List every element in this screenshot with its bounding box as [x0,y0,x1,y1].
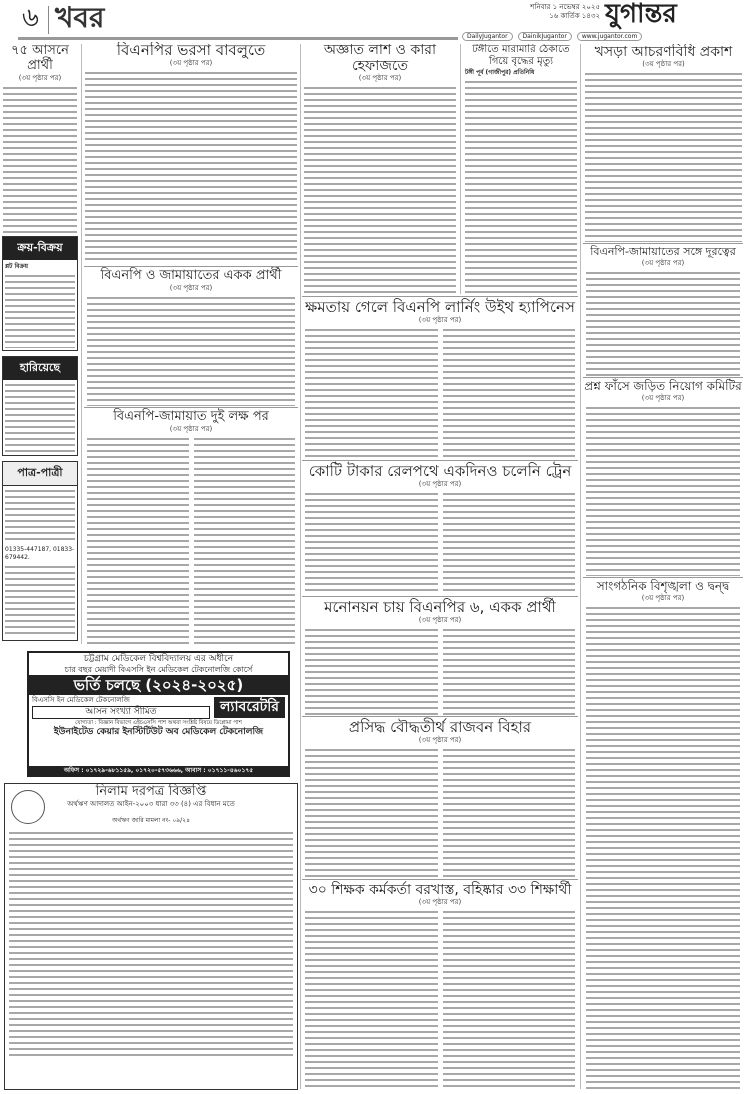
article-body [443,627,576,715]
youtube-link[interactable]: DainikJugantor [518,32,572,41]
continued-label: (৩য় পৃষ্ঠার পর) [169,424,213,433]
article-organizational-chaos [583,577,743,1090]
article-body [443,747,576,878]
article-body [3,85,77,234]
headline-rajban-vihara: প্রসিদ্ধ বৌদ্ধতীর্থ রাজবন বিহার [348,718,532,736]
website-link[interactable]: www.jugantor.com [577,32,643,41]
classified-lost [2,356,78,456]
continued-label: (৩য় পৃষ্ঠার পর) [641,593,685,602]
headline-babul: বিএনপির ভরসা বাবলুতে [116,42,266,59]
article-learning-happiness [302,296,578,459]
article-body [305,327,438,459]
continued-label: (৩য় পৃষ্ঠার পর) [418,898,462,907]
continued-label: (৩য় পৃষ্ঠার পর) [169,59,213,68]
notice-law: অর্থঋণ আদালত আইন-২০০৩ ধারা ৩৩ (৪) এর বিধান মতে [67,799,235,808]
headline-two-lakh: বিএনপি-জামায়াত দুই লক্ষ পর [113,409,269,424]
article-unknown-body [301,42,459,294]
article-body [85,70,297,264]
headline-question-leak: প্রশ্ন ফাঁসে জড়িত নিয়োগ কমিটির [584,379,742,393]
article-single-candidate [84,266,298,406]
article-body [465,79,577,294]
article-nomination [302,596,578,715]
article-body [305,747,438,878]
lost-body [5,382,75,453]
logo: যুগান্তর [605,0,677,29]
lost-heading: হারিয়েছে [3,357,77,380]
continued-label: (৩য় পৃষ্ঠার পর) [169,283,213,292]
article-body [443,327,576,459]
article-distance [583,243,743,376]
article-body [194,436,296,644]
admission-ad [27,651,290,777]
buy-sell-heading: ক্রয়-বিক্রয় [3,237,77,260]
ad-phone: অফিস : ০১৭২৯-৬৮১১৫৯, ০১৭২০-৫৭৩৬৬৬, আবাস : ০১৭১১-৪৬০১৭৫ [29,766,288,775]
headline-organizational-chaos: সাংগঠনিক বিশৃঙ্খলা ও দ্বন্দ্ব [596,579,730,593]
article-body [443,491,576,595]
article-body [586,605,740,1090]
article-body [305,491,438,595]
section-title: খবর [55,1,105,34]
headline-code-of-conduct: খসড়া আচরণবিধি প্রকাশ [594,44,733,60]
article-body [305,627,438,715]
article-rajban-vihara [302,716,578,878]
notice-title: নিলাম দরপত্র বিজ্ঞপ্তি [95,784,207,799]
notice-case: অর্থঋণ জারি মামলা নং- ০৯/২৪ [112,816,190,824]
divider [48,6,49,34]
notice-body [9,830,293,1060]
headline-single-candidate: বিএনপি ও জামায়াতের একক প্রার্থী [100,268,282,283]
date-gregorian: শনিবার ১ নভেম্বর ২০২৫ [530,3,600,11]
headline-teachers-suspended: ৩০ শিক্ষক কর্মকর্তা বরখাস্ত, বহিষ্কার ৩৩ শিক্ষার্থী [308,882,572,898]
article-two-lakh [84,407,298,644]
plot-sale-label: প্লট বিক্রয় [5,263,29,270]
matrimony-heading: পাত্র-পাত্রী [3,462,77,486]
classified-matrimony [2,461,78,641]
facebook-link[interactable]: DailyJugantor [462,32,513,41]
classified-buy-sell [2,236,78,351]
ad-line2: চার বছর মেয়াদী বিএসসি ইন মেডিকেল টেকনোলজি কোর্সে [64,664,253,674]
ad-line1: চট্টগ্রাম মেডিকেল বিশ্ববিদ্যালয় এর অধীনে [83,654,234,664]
date [490,3,600,21]
headline-learning-happiness: ক্ষমতায় গেলে বিএনপি লার্নিং উইথ হ্যাপিনেস [305,298,575,316]
article-body [87,295,295,406]
bank-logo-icon [11,790,45,824]
article-body [87,436,189,644]
matrimony-body-2 [5,564,75,638]
classified-body [5,273,75,348]
auction-notice [4,783,298,1090]
article-babul [82,42,300,264]
headline-distance: বিএনপি-জামায়াতের সঙ্গে দূরত্বের [590,245,736,258]
contact-phone: 01335-447187, 01833-679442. [5,546,75,561]
continued-label: (৩য় পৃষ্ঠার পর) [642,60,685,69]
article-teachers-suspended [302,879,578,1090]
byline: টঙ্গী পূর্ব (গাজীপুর) প্রতিনিধি [465,69,535,76]
ad-course: বিএসসি ইন মেডিকেল টেকনোলজি [32,696,130,705]
continued-label: (৩য় পৃষ্ঠার পর) [358,74,402,83]
continued-label: (৩য় পৃষ্ঠার পর) [418,616,462,625]
headline-nomination: মনোনয়ন চায় বিএনপির ৬, একক প্রার্থী [324,598,556,616]
article-body [305,909,438,1090]
article-tongi [462,44,580,294]
ad-institute: ইউনাইটেড কেয়ার ইনস্টিটিউট অব মেডিকেল টেকনোলজি [53,727,264,738]
article-body [443,909,576,1090]
headline-railway: কোটি টাকার রেলপথে একদিনও চলেনি ট্রেন [308,462,572,480]
ad-limited-seats: আসন সংখ্যা সীমিত [32,706,210,719]
article-body [586,270,740,376]
article-body [304,85,456,294]
article-body [585,71,742,242]
date-bengali: ১৬ কার্তিক ১৪৩২ [549,12,600,21]
page-number: ৬ [22,3,39,33]
ad-admission-banner: ভর্তি চলছে (২০২৪-২০২৫) [29,675,288,695]
article-body [586,405,740,576]
ad-laboratory: ল্যাবরেটরি [214,697,285,718]
article-question-leak [583,377,743,576]
article-railway [302,460,578,595]
continued-label: (৩য় পৃষ্ঠার পর) [418,736,462,745]
continued-label: (৩য় পৃষ্ঠার পর) [641,258,685,267]
headline-tongi: টঙ্গীতে মারামারি ঠেকাতে গিয়ে বৃদ্ধের মৃত্যু [472,44,570,67]
continued-label: (৩য় পৃষ্ঠার পর) [641,393,685,402]
header-rule [18,37,458,40]
headline-unknown-body: অজ্ঞাত লাশ ও কারা হেফাজতে [323,42,437,75]
article-code-of-conduct [582,44,745,242]
matrimony-body [5,488,75,544]
continued-label: (৩য় পৃষ্ঠার পর) [418,480,462,489]
headline-75-seats: ৭৫ আসনে প্রার্থী [11,44,69,73]
article-75-seats [0,44,80,234]
continued-label: (৩য় পৃষ্ঠার পর) [18,73,62,82]
ad-eligibility: যোগ্যতা : বিজ্ঞান বিভাগে এইচএসসি পাশ অথবা সংশ্লিষ্ট বিষয়ে ডিপ্লোমা পাশ [75,719,242,726]
continued-label: (৩য় পৃষ্ঠার পর) [418,316,462,325]
